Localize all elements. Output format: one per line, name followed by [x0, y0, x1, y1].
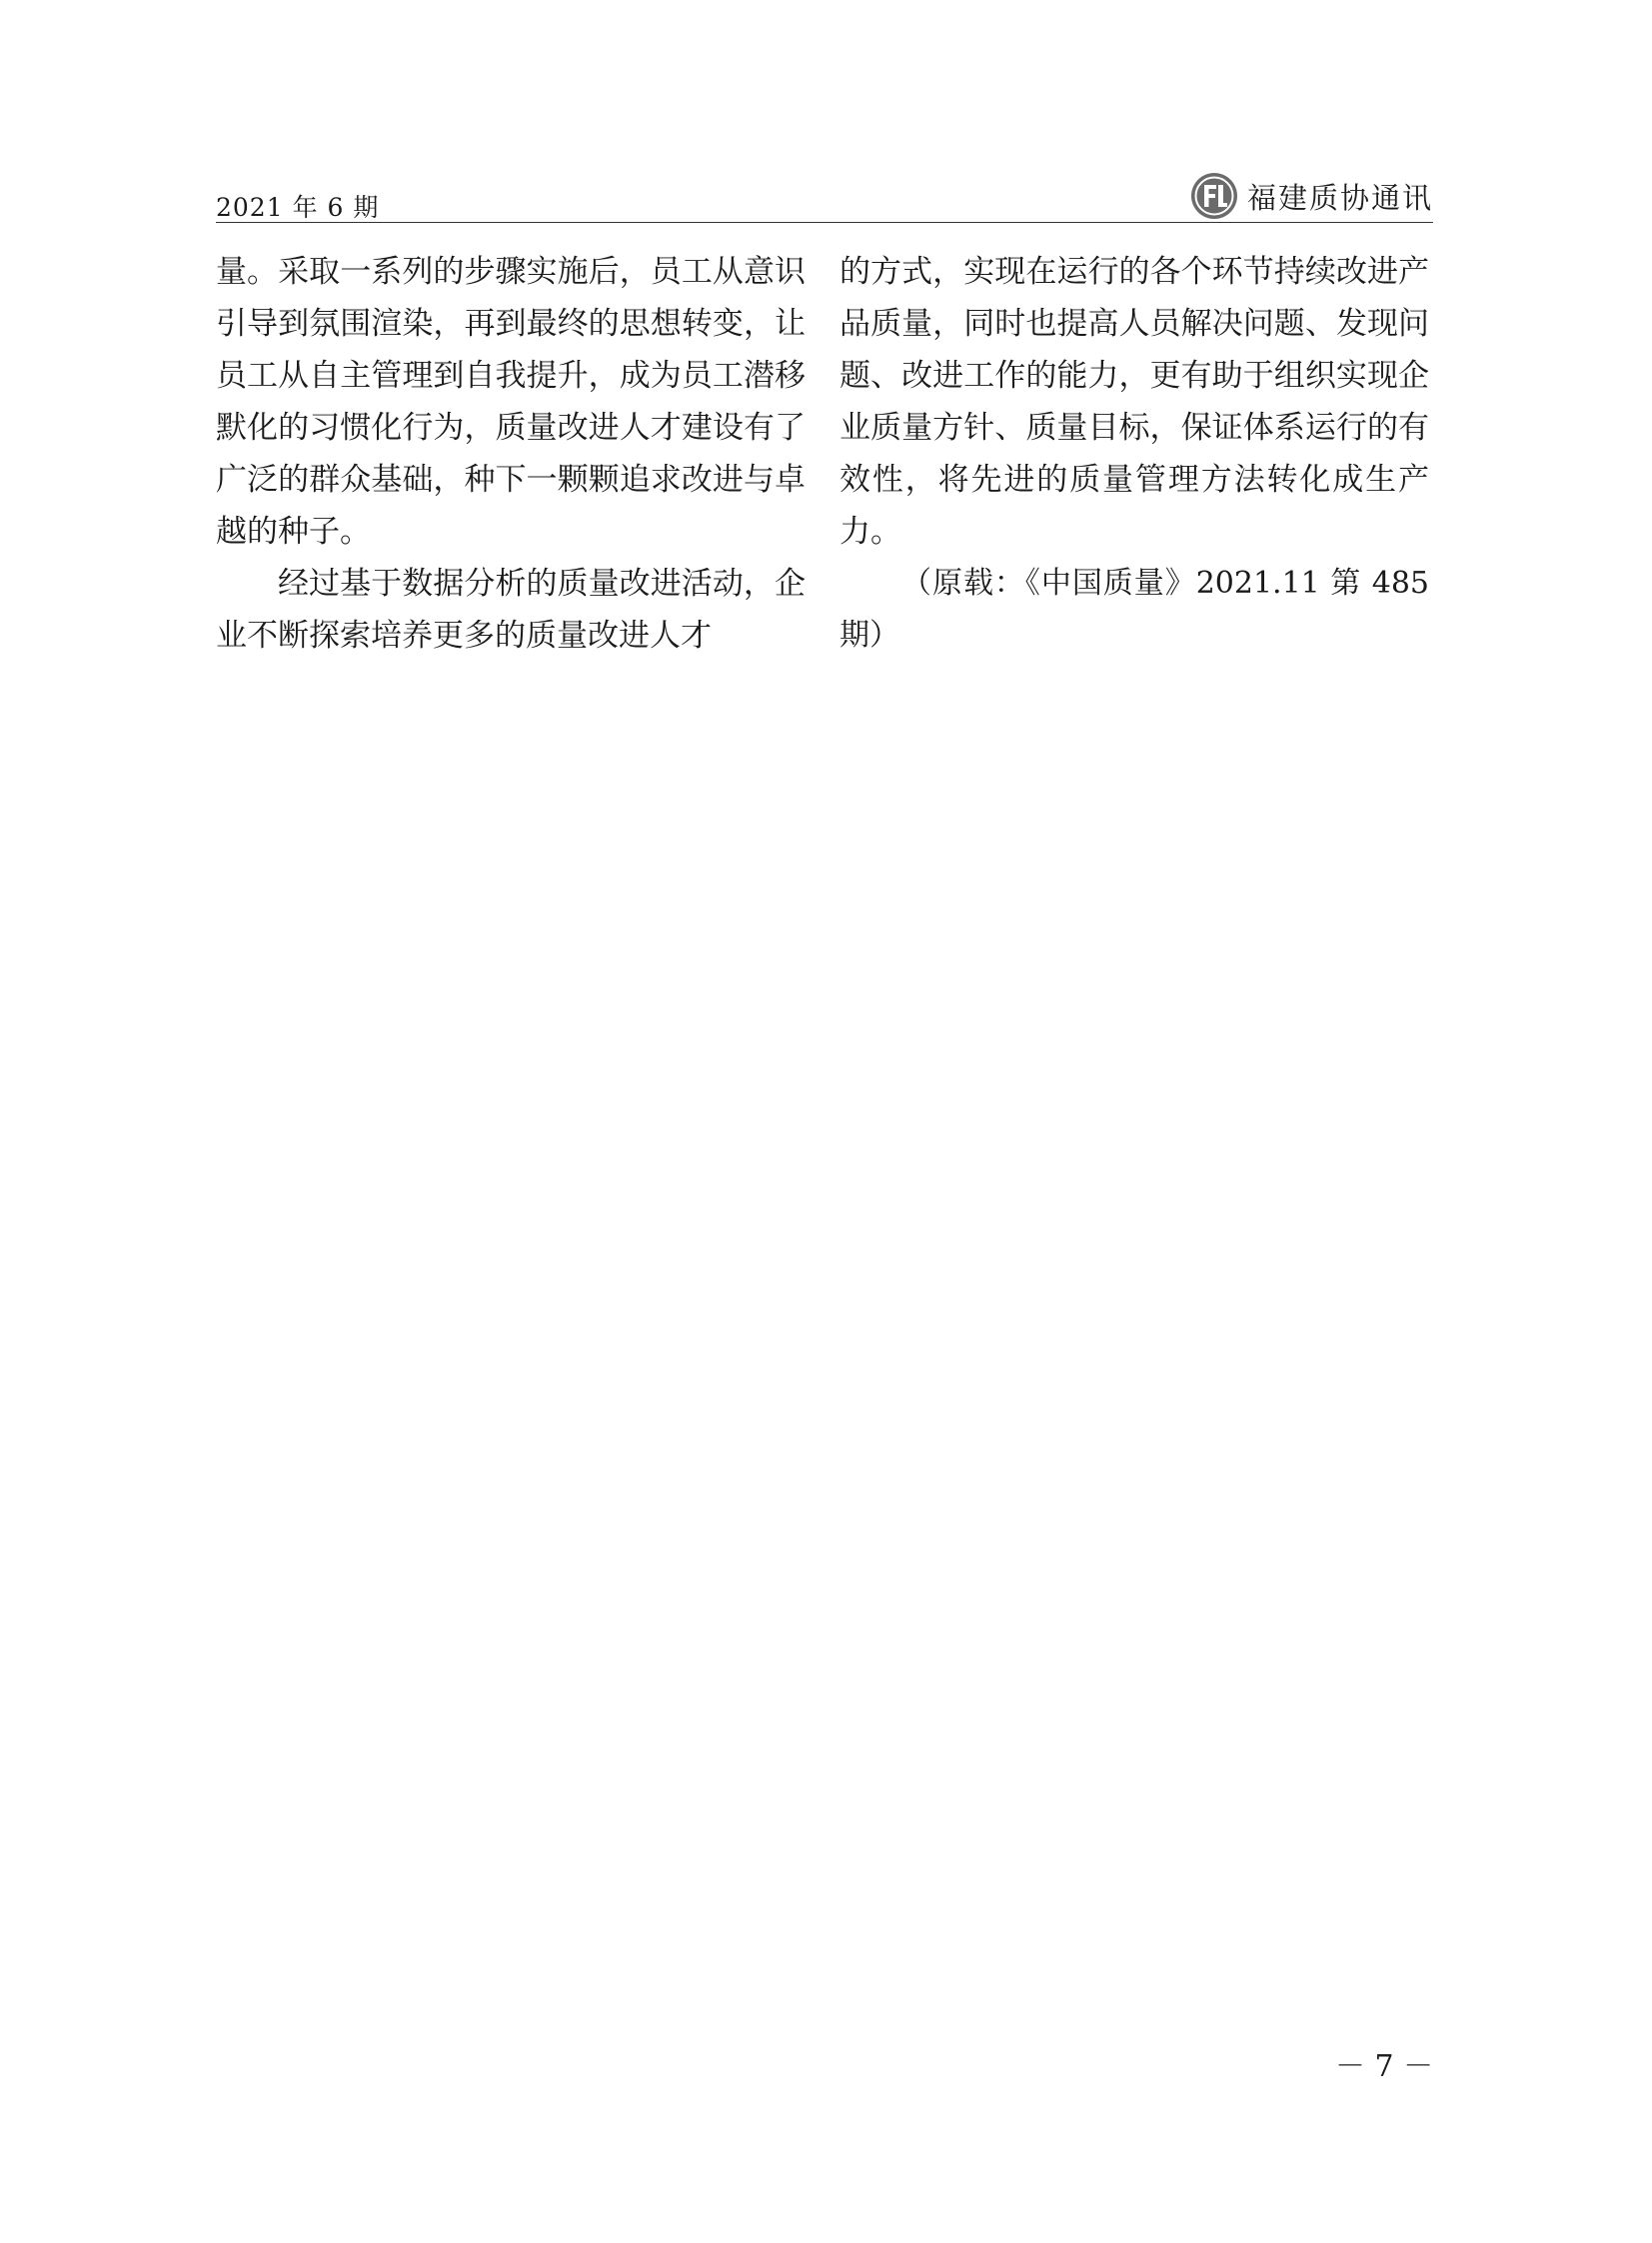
page-number: － 7 － [1335, 2049, 1434, 2084]
publication-brand [1189, 170, 1433, 222]
left-paragraph-1: 量。采取一系列的步骤实施后，员工从意识引导到氛围渲染，再到最终的思想转变，让员工从自主管理到自我提升，成为员工潜移默化的习惯化行为，质量改进人才建设有了广泛的群众基础，种下一颗颗追求改进与卓越的种子。 [216, 254, 806, 550]
right-paragraph-1: 的方式，实现在运行的各个环节持续改进产品质量，同时也提高人员解决问题、发现问题、改进工作的能力，更有助于组织实现企业质量方针、质量目标，保证体系运行的有效性，将先进的质量管理方法转化成生产力。 [839, 254, 1429, 550]
left-paragraph-2: 经过基于数据分析的质量改进活动，企业不断探索培养更多的质量改进人才 [216, 566, 806, 654]
fqa-circle-logo-icon [1189, 171, 1239, 221]
header-divider [216, 222, 1433, 223]
source-citation: （原载：《中国质量》2021.11 第 485 期） [839, 566, 1429, 653]
right-column [839, 246, 1429, 662]
page-header [216, 178, 1433, 226]
issue-label: 2021 年 6 期 [216, 193, 380, 222]
publication-name: 福建质协通讯 [1246, 180, 1433, 215]
left-column [216, 246, 806, 662]
